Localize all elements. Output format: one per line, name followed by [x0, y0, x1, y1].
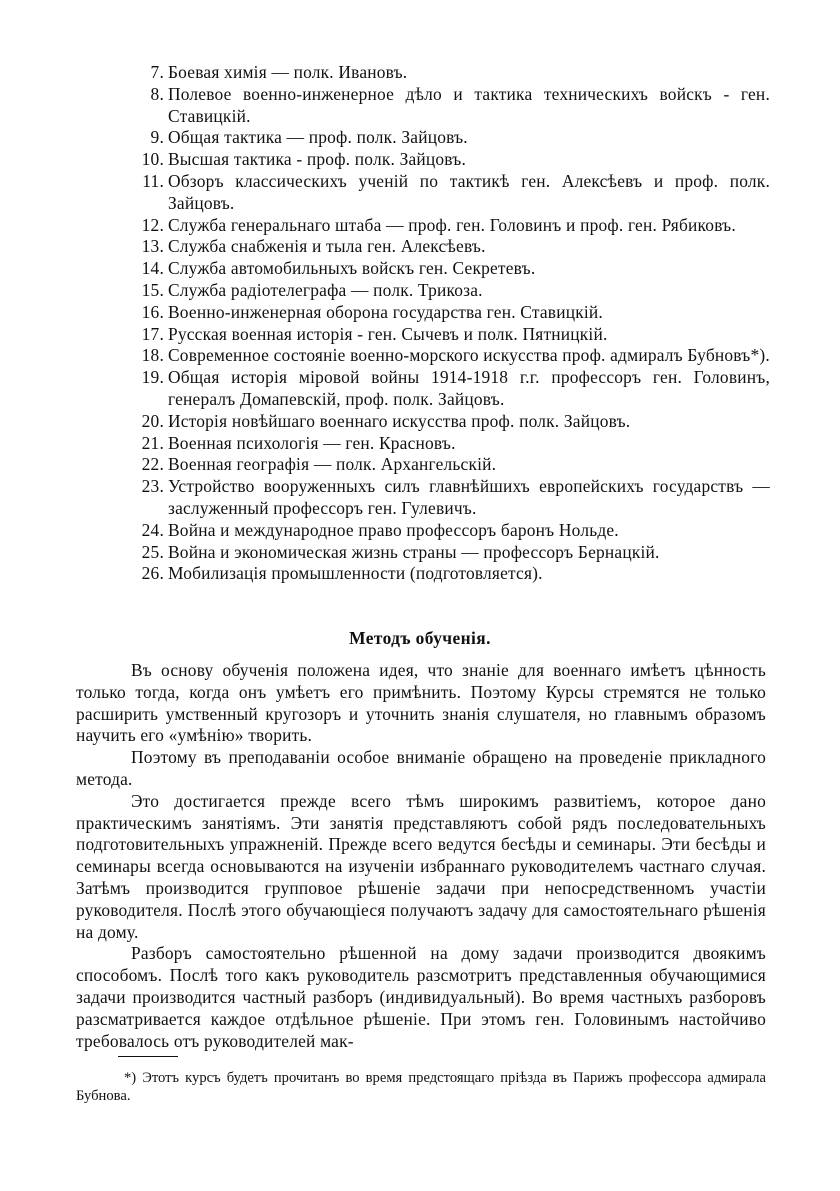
item-number: 17.: [141, 323, 164, 344]
list-item: [100, 302, 770, 324]
item-text: Служба автомобильныхъ войскъ ген. Секретевъ.: [168, 258, 536, 279]
list-item: [100, 280, 770, 302]
item-number: 19.: [141, 367, 164, 388]
item-text: Боевая химія — полк. Ивановъ.: [168, 62, 408, 82]
item-number: 18.: [141, 345, 164, 366]
item-text: Обзоръ классическихъ ученій по тактикѣ ген. Алексѣевъ и проф. полк. Зайцовъ.: [168, 170, 770, 213]
item-number: 10.: [141, 149, 164, 170]
item-text: Высшая тактика - проф. полк. Зайцовъ.: [168, 149, 467, 170]
item-text: Общая исторія міровой войны 1914-1918 г.г. профессоръ ген. Головинъ, генералъ Домапевскій, проф. полк. Зайцовъ.: [168, 367, 770, 409]
item-number: 9.: [150, 127, 164, 148]
list-item: [100, 411, 770, 433]
item-number: 24.: [141, 519, 164, 540]
item-number: 21.: [141, 432, 164, 453]
item-number: 20.: [141, 410, 164, 431]
item-number: 26.: [141, 563, 164, 584]
item-text: Военная психологія — ген. Красновъ.: [168, 432, 456, 453]
item-number: 15.: [141, 279, 164, 300]
section-title: Методъ обученія.: [349, 628, 491, 648]
item-number: 7.: [150, 62, 164, 82]
item-text: Русская военная исторія - ген. Сычевъ и полк. Пятницкій.: [168, 323, 608, 344]
item-number: 13.: [141, 236, 164, 257]
footnote-divider: [118, 1056, 178, 1057]
paragraph: Разборъ самостоятельно рѣшенной на дому задачи производится двоякимъ способомъ. Послѣ того какъ руководитель разсмотритъ представленныя обучающимися задачи производится частный разборъ (индивидуальный). Во время частныхъ разборовъ разсматривается каждое отдѣльное рѣшеніе. При этомъ ген. Головинымъ настойчиво требовалось отъ руководителей мак-: [76, 943, 766, 1051]
body-text: [76, 660, 766, 1052]
item-number: 16.: [141, 301, 164, 322]
list-item: [100, 127, 770, 149]
list-item: [100, 62, 770, 84]
course-list: [100, 62, 770, 585]
item-text: Война и международное право профессоръ баронъ Нольде.: [168, 519, 619, 540]
footnote: *) Этотъ курсъ будетъ прочитанъ во время предстоящаго пріѣзда въ Парижъ профессора адмирала Бубнова.: [76, 1070, 766, 1104]
list-item: [100, 542, 770, 564]
item-number: 23.: [141, 476, 164, 497]
item-text: Общая тактика — проф. полк. Зайцовъ.: [168, 127, 468, 148]
list-item: [100, 324, 770, 346]
item-text: Военная географія — полк. Архангельскій.: [168, 454, 497, 475]
item-number: 22.: [141, 454, 164, 475]
list-item: [100, 258, 770, 280]
item-text: Война и экономическая жизнь страны — профессоръ Бернацкій.: [168, 541, 660, 562]
list-item: [100, 149, 770, 171]
item-text: Служба снабженія и тыла ген. Алексѣевъ.: [168, 236, 486, 257]
paragraph: Это достигается прежде всего тѣмъ широкимъ развитіемъ, которое дано практическимъ занятіямъ. Эти занятія представляютъ собой рядъ последовательныхъ подготовительныхъ упражненій. Прежде всего ведутся бесѣды и семинары. Эти бесѣды и семинары всегда основываются на изученіи избраннаго руководителемъ частнаго случая. Затѣмъ производится групповое рѣшеніе задачи при непосредственномъ участіи руководителя. Послѣ этого обучающіеся получаютъ задачу для самостоятельнаго рѣшенія на дому.: [76, 790, 766, 942]
item-text: Исторія новѣйшаго военнаго искусства проф. полк. Зайцовъ.: [168, 410, 631, 431]
list-item: [100, 520, 770, 542]
list-item: [100, 236, 770, 258]
item-text: Служба генеральнаго штаба — проф. ген. Головинъ и проф. ген. Рябиковъ.: [168, 214, 736, 235]
list-item: [100, 84, 770, 128]
paragraph: Въ основу обученія положена идея, что знаніе для военнаго имѣетъ цѣнность только тогда, когда онъ умѣетъ его примѣнить. Поэтому Курсы стремятся не только расширить умственный кругозоръ и уточнить знанія слушателя, но главнымъ образомъ научить его «умѣнію» творить.: [76, 660, 766, 746]
item-text: Служба радіотелеграфа — полк. Трикоза.: [168, 279, 483, 300]
item-number: 25.: [141, 541, 164, 562]
item-text: Современное состояніе военно-морского искусства проф. адмиралъ Бубновъ*).: [168, 345, 770, 366]
list-item: [100, 476, 770, 520]
item-text: Полевое военно-инженерное дѣло и тактика техническихъ войскъ - ген. Ставицкій.: [168, 83, 770, 126]
list-item: [100, 215, 770, 237]
item-text: Мобилизація промышленности (подготовляется).: [168, 563, 543, 584]
list-item: [100, 171, 770, 215]
list-item: [100, 433, 770, 455]
item-number: 11.: [142, 170, 164, 191]
item-text: Устройство вооруженныхъ силъ главнѣйшихъ европейскихъ государствъ — заслуженный профессоръ ген. Гулевичъ.: [168, 476, 770, 518]
item-number: 14.: [141, 258, 164, 279]
list-item: [100, 345, 770, 367]
item-number: 12.: [141, 214, 164, 235]
item-number: 8.: [150, 83, 164, 104]
list-item: [100, 454, 770, 476]
list-item: [100, 563, 770, 585]
list-item: [100, 367, 770, 411]
paragraph: Поэтому въ преподаваніи особое вниманіе обращено на проведеніе прикладного метода.: [76, 747, 766, 789]
item-text: Военно-инженерная оборона государства ген. Ставицкій.: [168, 301, 603, 322]
